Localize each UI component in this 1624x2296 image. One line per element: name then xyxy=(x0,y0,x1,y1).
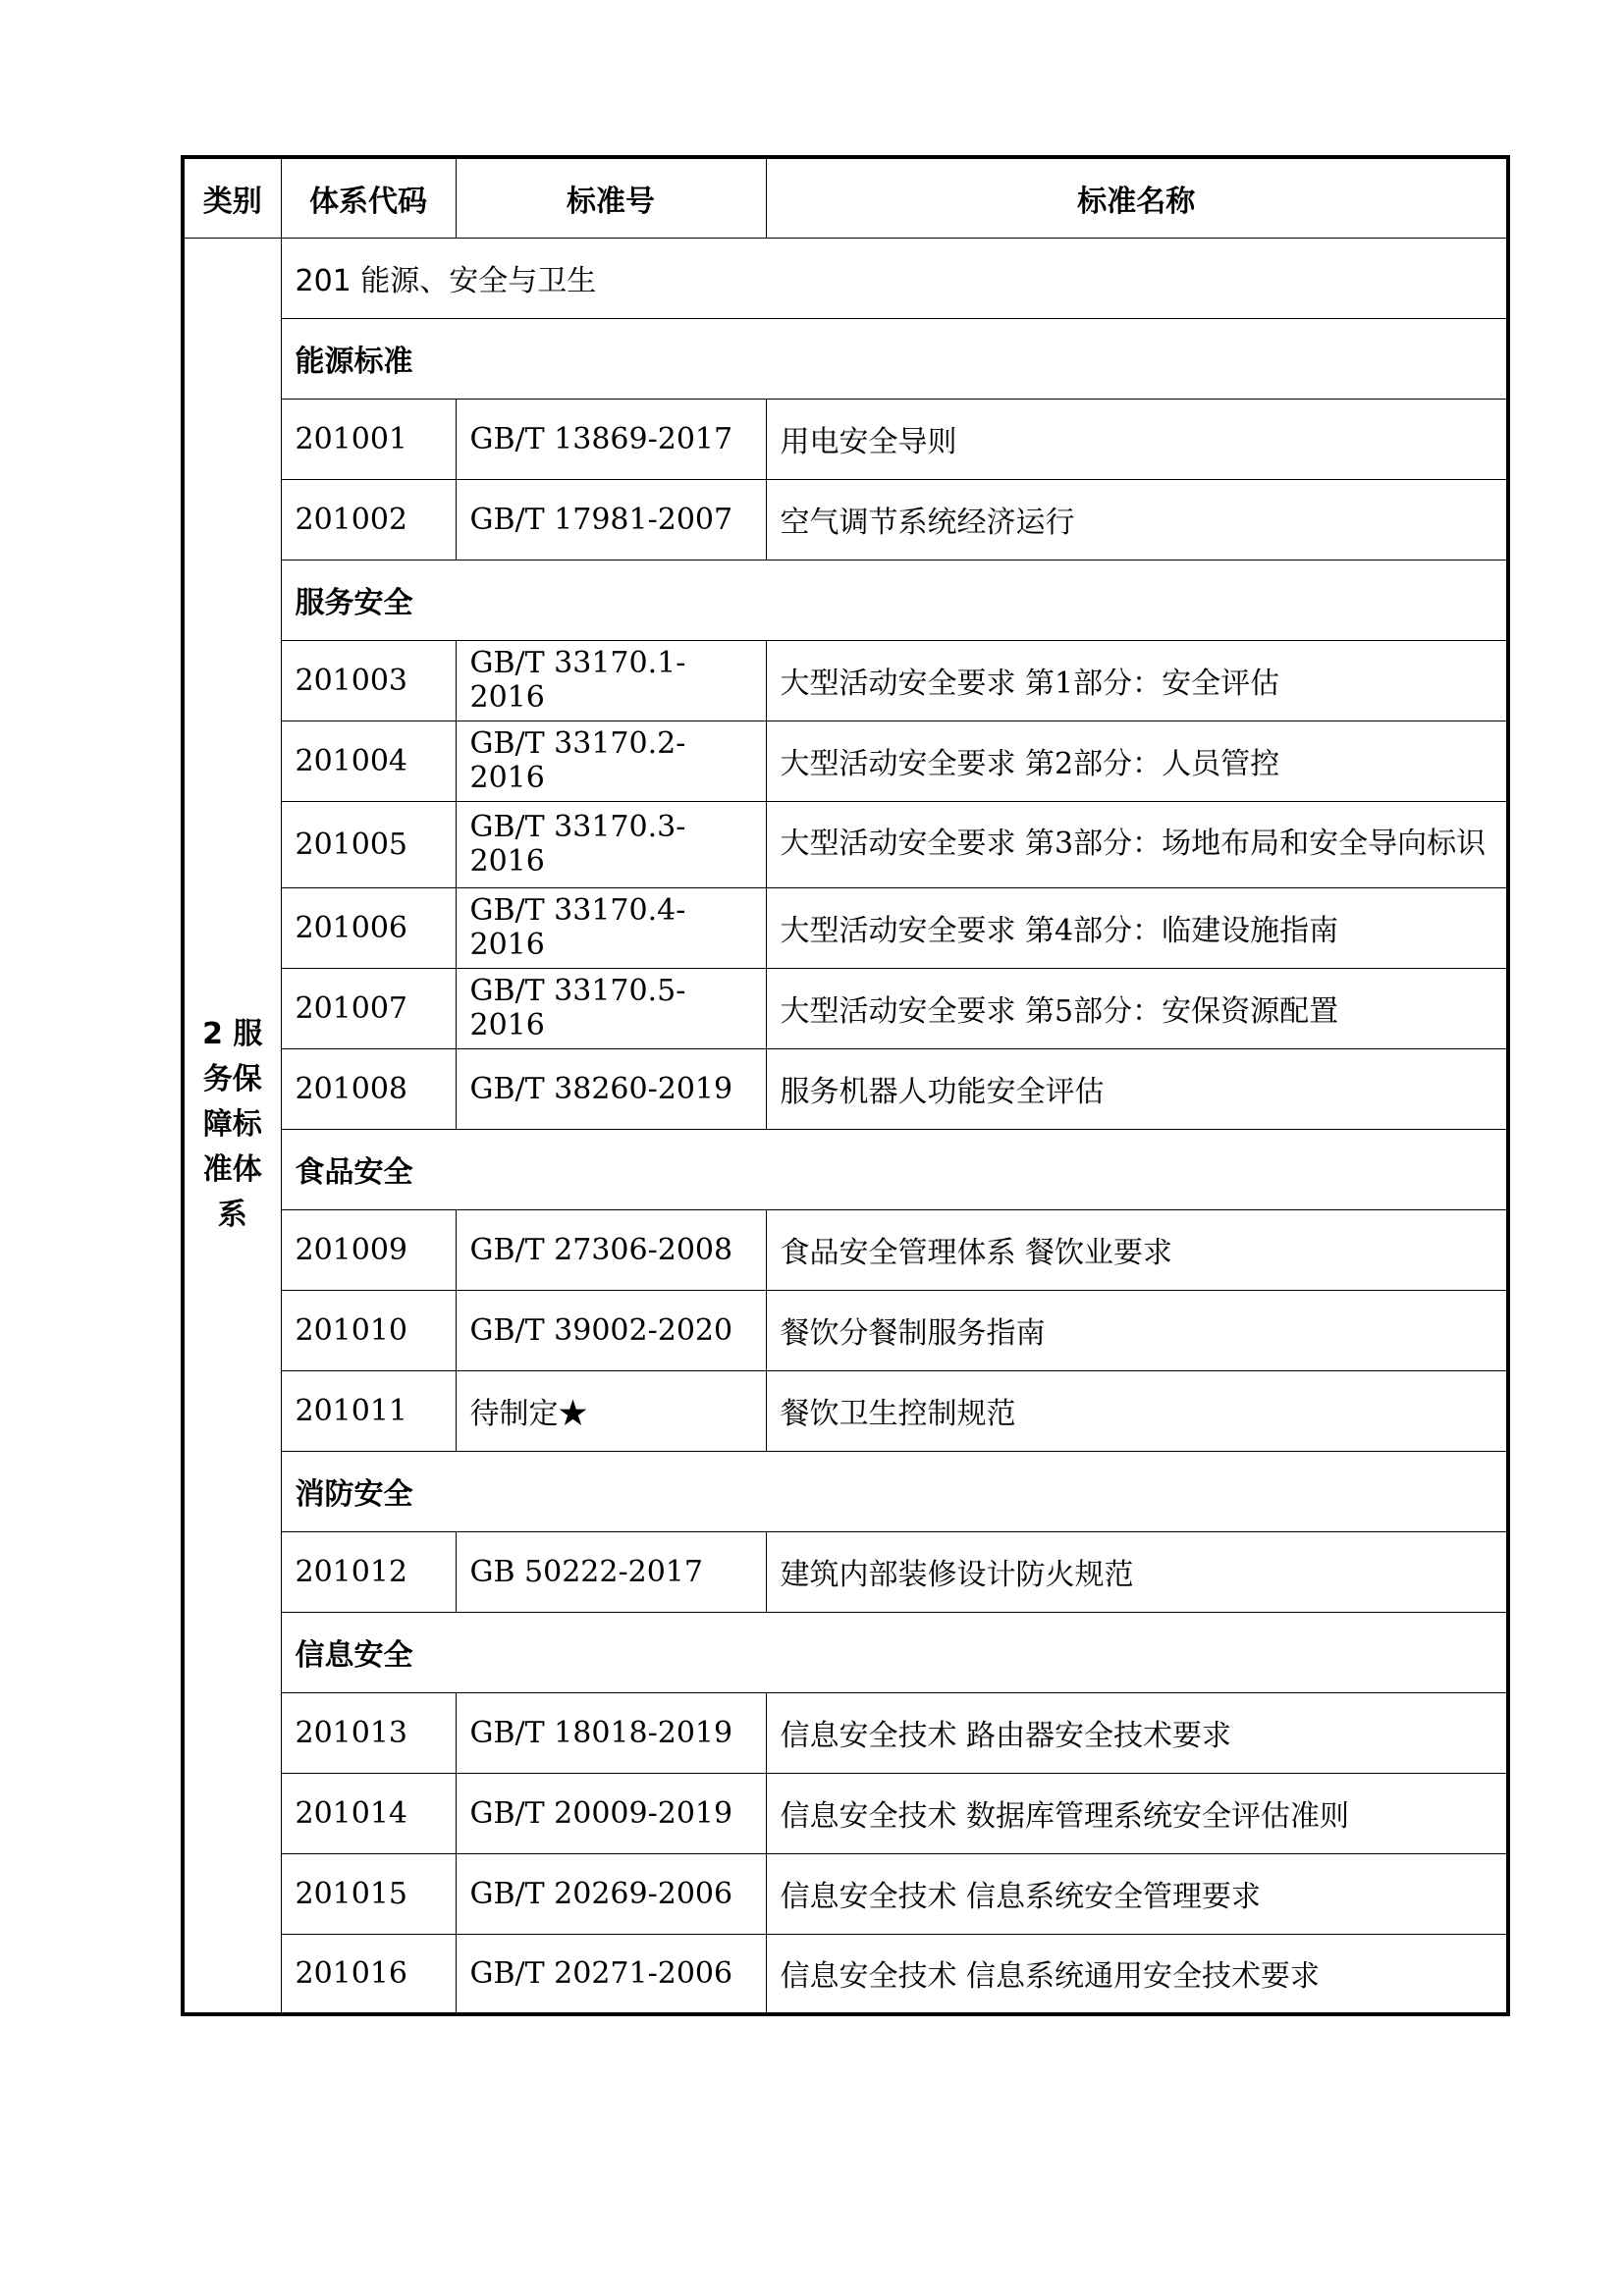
group-row xyxy=(183,560,1508,640)
group-title: 消防安全 xyxy=(281,1451,1508,1531)
standard-number: GB/T 17981-2007 xyxy=(456,479,766,560)
group-row xyxy=(183,318,1508,399)
standard-number: GB/T 20271-2006 xyxy=(456,1934,766,2014)
table-row xyxy=(183,1692,1508,1773)
standard-name: 餐饮分餐制服务指南 xyxy=(766,1290,1508,1370)
system-code: 201010 xyxy=(281,1290,456,1370)
group-title: 服务安全 xyxy=(281,560,1508,640)
table-row xyxy=(183,1853,1508,1934)
standard-name: 餐饮卫生控制规范 xyxy=(766,1370,1508,1451)
standard-name: 信息安全技术 数据库管理系统安全评估准则 xyxy=(766,1773,1508,1853)
table-row xyxy=(183,1209,1508,1290)
section-row xyxy=(183,238,1508,318)
system-code: 201006 xyxy=(281,887,456,968)
table-row xyxy=(183,1773,1508,1853)
table-row xyxy=(183,1531,1508,1612)
table-row xyxy=(183,887,1508,968)
system-code: 201009 xyxy=(281,1209,456,1290)
group-title: 能源标准 xyxy=(281,318,1508,399)
standard-name: 大型活动安全要求 第4部分：临建设施指南 xyxy=(766,887,1508,968)
standard-name: 信息安全技术 信息系统安全管理要求 xyxy=(766,1853,1508,1934)
system-code: 201004 xyxy=(281,721,456,801)
table-row xyxy=(183,1048,1508,1129)
table-row xyxy=(183,640,1508,721)
standard-number: GB/T 33170.1-2016 xyxy=(456,640,766,721)
standard-name: 大型活动安全要求 第5部分：安保资源配置 xyxy=(766,968,1508,1048)
header-standard-number: 标准号 xyxy=(456,157,766,238)
system-code: 201016 xyxy=(281,1934,456,2014)
category-cell xyxy=(183,238,281,2014)
system-code: 201014 xyxy=(281,1773,456,1853)
standard-name: 信息安全技术 路由器安全技术要求 xyxy=(766,1692,1508,1773)
standard-number: GB/T 33170.2-2016 xyxy=(456,721,766,801)
table-row xyxy=(183,1934,1508,2014)
standard-number: GB/T 33170.3-2016 xyxy=(456,801,766,887)
system-code: 201013 xyxy=(281,1692,456,1773)
system-code: 201003 xyxy=(281,640,456,721)
header-system-code: 体系代码 xyxy=(281,157,456,238)
table-row xyxy=(183,1290,1508,1370)
header-standard-name: 标准名称 xyxy=(766,157,1508,238)
header-category: 类别 xyxy=(183,157,281,238)
standard-name: 信息安全技术 信息系统通用安全技术要求 xyxy=(766,1934,1508,2014)
group-row xyxy=(183,1612,1508,1692)
standard-name: 食品安全管理体系 餐饮业要求 xyxy=(766,1209,1508,1290)
header-row xyxy=(183,157,1508,238)
standard-number: GB/T 18018-2019 xyxy=(456,1692,766,1773)
system-code: 201002 xyxy=(281,479,456,560)
standard-name: 建筑内部装修设计防火规范 xyxy=(766,1531,1508,1612)
standard-number: 待制定★ xyxy=(456,1370,766,1451)
standard-name: 大型活动安全要求 第3部分：场地布局和安全导向标识 xyxy=(766,801,1508,887)
standard-number: GB/T 13869-2017 xyxy=(456,399,766,479)
system-code: 201008 xyxy=(281,1048,456,1129)
standard-name: 服务机器人功能安全评估 xyxy=(766,1048,1508,1129)
table-row xyxy=(183,1370,1508,1451)
standards-table xyxy=(181,155,1510,2016)
standard-name: 大型活动安全要求 第2部分：人员管控 xyxy=(766,721,1508,801)
group-row xyxy=(183,1129,1508,1209)
standard-number: GB 50222-2017 xyxy=(456,1531,766,1612)
category-label: 2 服务保障标准体系 xyxy=(202,1017,263,1233)
standard-number: GB/T 39002-2020 xyxy=(456,1290,766,1370)
standard-name: 大型活动安全要求 第1部分：安全评估 xyxy=(766,640,1508,721)
group-row xyxy=(183,1451,1508,1531)
system-code: 201011 xyxy=(281,1370,456,1451)
standard-number: GB/T 20009-2019 xyxy=(456,1773,766,1853)
standard-name: 用电安全导则 xyxy=(766,399,1508,479)
system-code: 201012 xyxy=(281,1531,456,1612)
standard-number: GB/T 38260-2019 xyxy=(456,1048,766,1129)
group-title: 食品安全 xyxy=(281,1129,1508,1209)
standard-number: GB/T 27306-2008 xyxy=(456,1209,766,1290)
system-code: 201007 xyxy=(281,968,456,1048)
section-title: 201 能源、安全与卫生 xyxy=(281,238,1508,318)
table-row xyxy=(183,968,1508,1048)
standard-name: 空气调节系统经济运行 xyxy=(766,479,1508,560)
system-code: 201001 xyxy=(281,399,456,479)
system-code: 201015 xyxy=(281,1853,456,1934)
standard-number: GB/T 33170.4-2016 xyxy=(456,887,766,968)
system-code: 201005 xyxy=(281,801,456,887)
table-row xyxy=(183,399,1508,479)
table-row xyxy=(183,801,1508,887)
table-row xyxy=(183,721,1508,801)
standard-number: GB/T 33170.5-2016 xyxy=(456,968,766,1048)
standard-number: GB/T 20269-2006 xyxy=(456,1853,766,1934)
table-row xyxy=(183,479,1508,560)
group-title: 信息安全 xyxy=(281,1612,1508,1692)
